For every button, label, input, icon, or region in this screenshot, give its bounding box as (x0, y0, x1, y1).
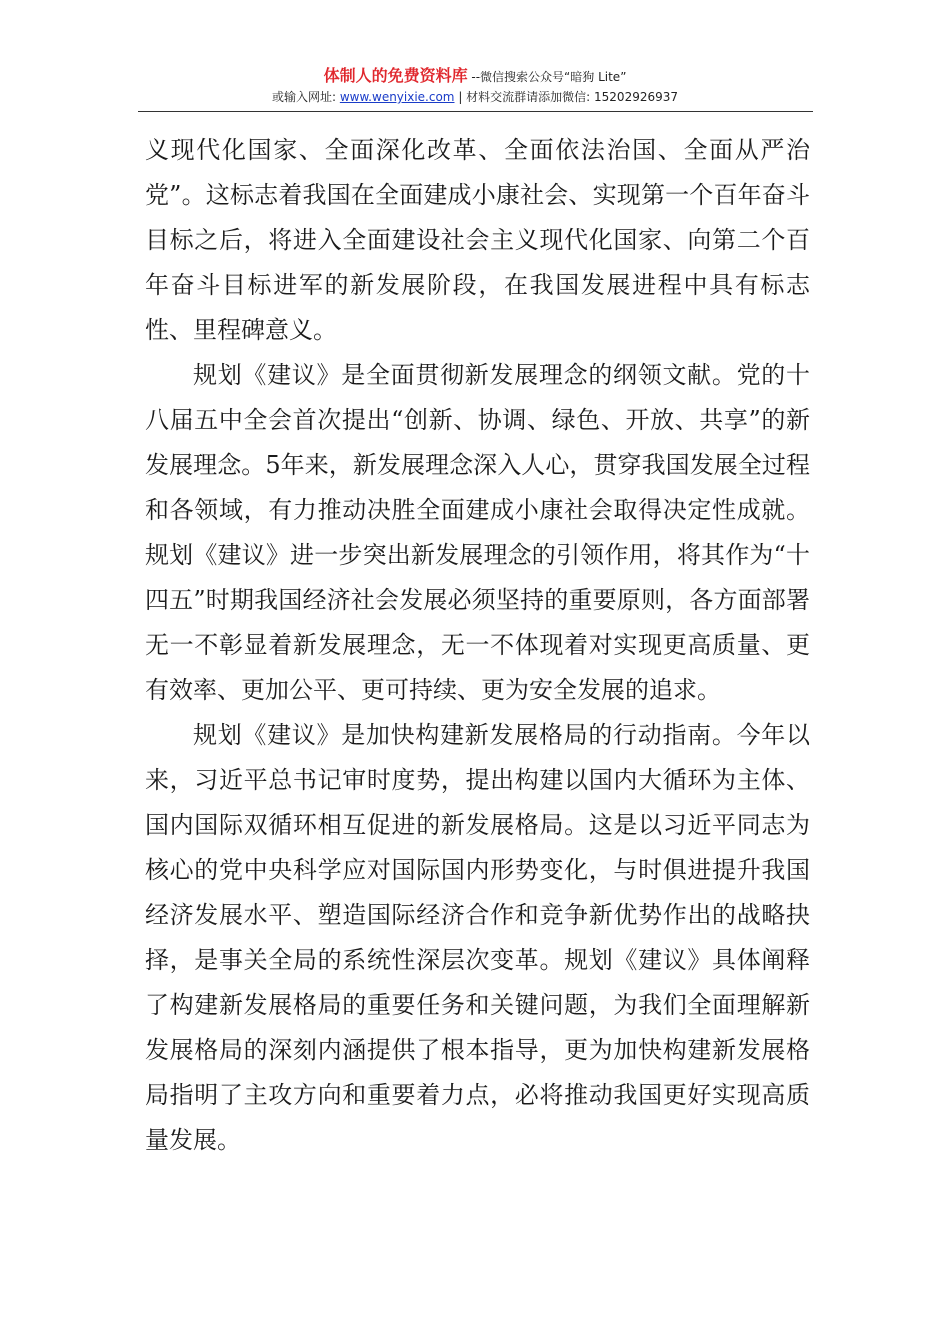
url-prefix: 或输入网址: (271, 90, 340, 104)
paragraph-new-development-philosophy: 规划《建议》是全面贯彻新发展理念的纲领文献。党的十八届五中全会首次提出“创新、协调、绿色、开放、共享”的新发展理念。5年来，新发展理念深入人心，贯穿我国发展全过程和各领域，有力推动决胜全面建成小康社会取得决定性成就。规划《建议》进一步突出新发展理念的引领作用，将其作为“十四五”时期我国经济社会发展必须坚持的重要原则，各方面部署无一不彰显着新发展理念，无一不体现着对实现更高质量、更有效率、更加公平、更可持续、更为安全发展的追求。 (145, 361, 810, 704)
paragraph-continuation: 义现代化国家、全面深化改革、全面依法治国、全面从严治党”。这标志着我国在全面建成小康社会、实现第一个百年奋斗目标之后，将进入全面建设社会主义现代化国家、向第二个百年奋斗目标进军的新发展阶段，在我国发展进程中具有标志性、里程碑意义。 (145, 136, 810, 344)
header-contact-line (0, 88, 950, 106)
website-link[interactable]: www.wenyixie.com (339, 90, 455, 104)
contact-info: | 材料交流群请添加微信: 15202926937 (454, 90, 679, 104)
brand-title: 体制人的免费资料库 (323, 66, 468, 85)
header-divider (138, 111, 813, 112)
page-header (0, 66, 950, 106)
paragraph-new-development-pattern: 规划《建议》是加快构建新发展格局的行动指南。今年以来，习近平总书记审时度势，提出构建以国内大循环为主体、国内国际双循环相互促进的新发展格局。这是以习近平同志为核心的党中央科学应对国际国内形势变化，与时俱进提升我国经济发展水平、塑造国际经济合作和竞争新优势作出的战略抉择，是事关全局的系统性深层次变革。规划《建议》具体阐释了构建新发展格局的重要任务和关键问题，为我们全面理解新发展格局的深刻内涵提供了根本指导，更为加快构建新发展格局指明了主攻方向和重要着力点，必将推动我国更好实现高质量发展。 (145, 721, 810, 1154)
document-body (145, 128, 810, 1163)
header-slogan: --微信搜索公众号“暗狗 Lite” (467, 70, 627, 84)
header-banner (0, 66, 950, 86)
